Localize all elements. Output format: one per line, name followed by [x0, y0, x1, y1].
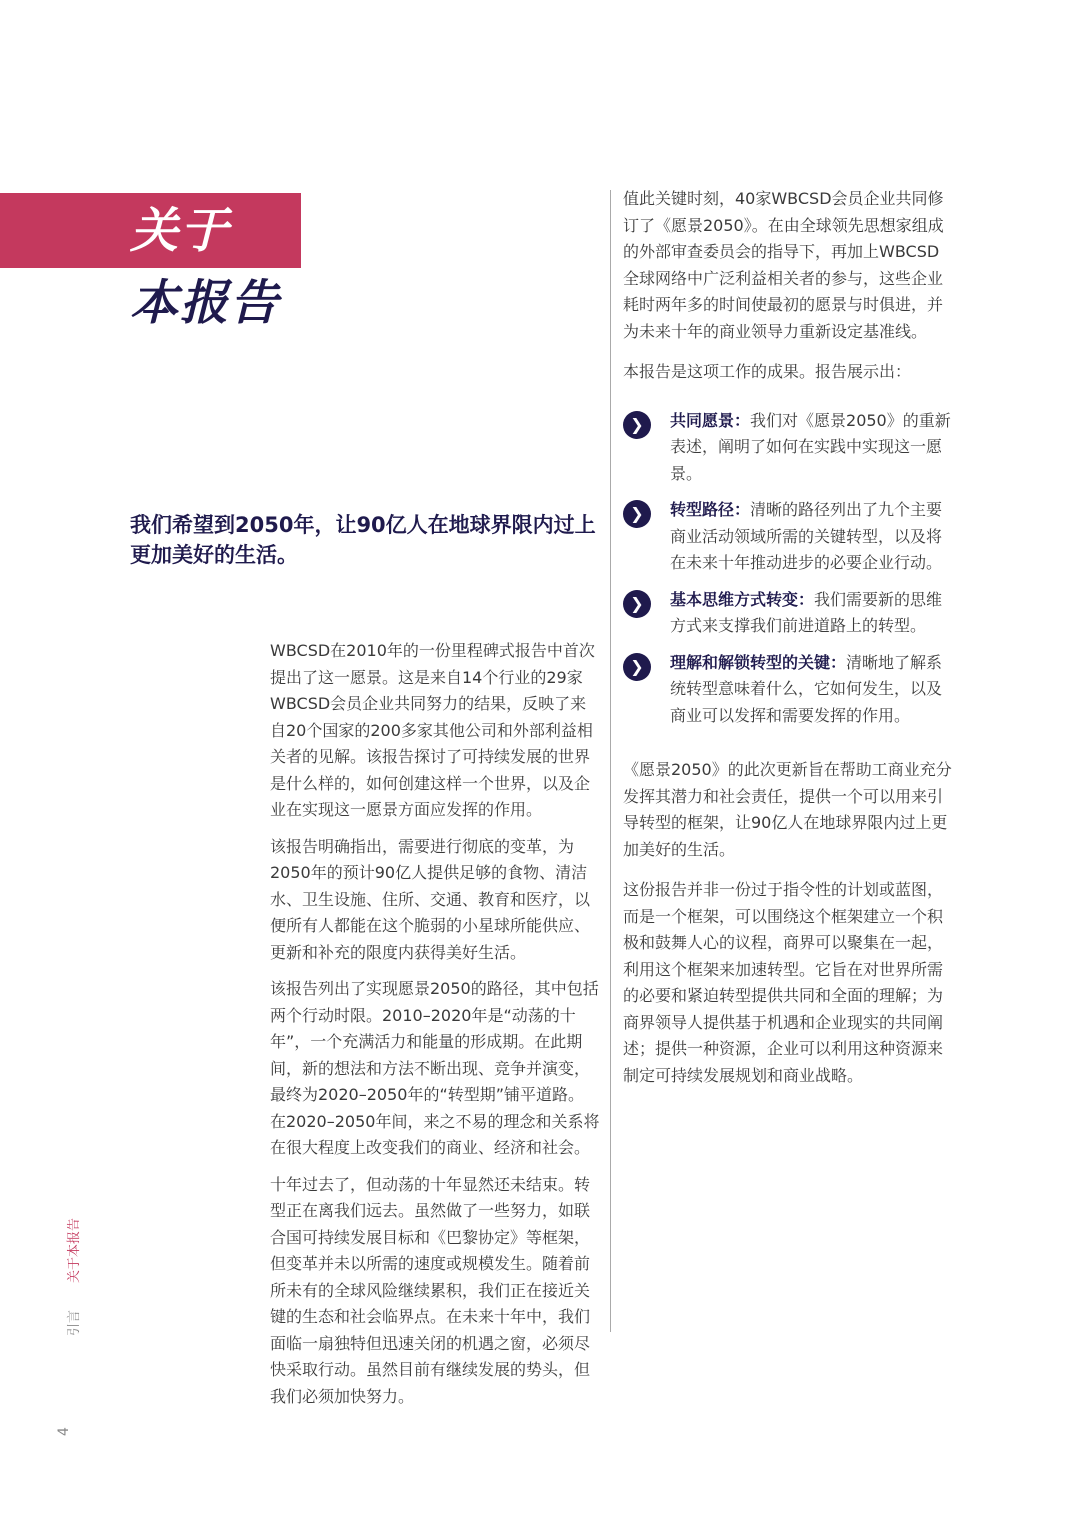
bullet-list	[623, 408, 953, 730]
list-item	[623, 587, 953, 640]
bullet-term: 转型路径：	[670, 500, 751, 519]
list-item	[623, 408, 953, 488]
bullet-term: 理解和解锁转型的关键：	[670, 652, 847, 672]
page-title-line-1: 关于	[130, 203, 231, 259]
bullet-term: 共同愿景：	[670, 410, 751, 430]
bullet-text: 我们需要新的思维方式来支撑我们前进道路上的转型。	[670, 589, 943, 635]
chevron-right-icon: ❯	[623, 500, 651, 528]
paragraph: 十年过去了，但动荡的十年显然还未结束。转型正在离我们远去。虽然做了一些努力，如联合国可持续发展目标和《巴黎协定》等框架，但变革并未以所需的速度或规模发生。随着前所未有的全球风险继续累积，我们正在接近关键的生态和社会临界点。在未来十年中，我们面临一扇独特但迅速关闭的机遇之窗，必须尽快采取行动。虽然目前有继续发展的势头，但我们必须加快努力。	[270, 1174, 591, 1406]
running-header-section: 关于本报告	[67, 1217, 82, 1283]
column-divider	[610, 190, 611, 1332]
bullet-text: 清晰的路径列出了九个主要商业活动领域所需的关键转型，以及将在未来十年推动进步的必要企业行动。	[670, 500, 943, 572]
lead-statement: 我们希望到2050年，让90亿人在地球界限内过上更加美好的生活。	[130, 513, 596, 567]
paragraph: 《愿景2050》的此次更新旨在帮助工商业充分发挥其潜力和社会责任，提供一个可以用来引导转型的框架，让90亿人在地球界限内过上更加美好的生活。	[623, 760, 952, 859]
page-title-line-2: 本报告	[130, 275, 281, 331]
bullet-term: 基本思维方式转变：	[670, 589, 815, 609]
page-number: 4	[56, 1427, 72, 1436]
list-lead-in: 本报告是这项工作的成果。报告展示出：	[623, 362, 912, 381]
bullet-text: 清晰地了解系统转型意味着什么，它如何发生，以及商业可以发挥和需要发挥的作用。	[670, 652, 943, 725]
list-item	[623, 650, 953, 730]
list-item	[623, 497, 953, 577]
chevron-right-icon: ❯	[623, 411, 651, 439]
paragraph: 该报告列出了实现愿景2050的路径，其中包括两个行动时限。2010–2020年是“动荡的十年”，一个充满活力和能量的形成期。在此期间，新的想法和方法不断出现、竞争并演变，最终为2020–2050年的“转型期”铺平道路。在2020–2050年间，来之不易的理念和关系将在很大程度上改变我们的商业、经济和社会。	[270, 979, 600, 1157]
chevron-right-icon: ❯	[623, 653, 651, 681]
running-header-chapter: 引言	[67, 1309, 82, 1336]
paragraph: 该报告明确指出，需要进行彻底的变革，为2050年的预计90亿人提供足够的食物、清洁水、卫生设施、住所、交通、教育和医疗，以便所有人都能在这个脆弱的小星球所能供应、更新和补充的限度内获得美好生活。	[270, 836, 591, 962]
paragraph: 这份报告并非一份过于指令性的计划或蓝图，而是一个框架，可以围绕这个框架建立一个积极和鼓舞人心的议程，商界可以聚集在一起，利用这个框架来加速转型。它旨在对世界所需的必要和紧迫转型提供共同和全面的理解；为商界领导人提供基于机遇和企业现实的共同阐述；提供一种资源，企业可以利用这种资源来制定可持续发展规划和商业战略。	[623, 880, 944, 1085]
intro-paragraph: 值此关键时刻，40家WBCSD会员企业共同修订了《愿景2050》。在由全球领先思想家组成的外部审查委员会的指导下，再加上WBCSD全球网络中广泛利益相关者的参与，这些企业耗时两年多的时间使最初的愿景与时俱进，并为未来十年的商业领导力重新设定基准线。	[623, 189, 944, 341]
bullet-text: 我们对《愿景2050》的重新表述，阐明了如何在实践中实现这一愿景。	[670, 410, 951, 483]
middle-column	[270, 638, 600, 1420]
right-column	[623, 186, 953, 1103]
paragraph: WBCSD在2010年的一份里程碑式报告中首次提出了这一愿景。这是来自14个行业的29家WBCSD会员企业共同努力的结果，反映了来自20个国家的200多家其他公司和外部利益相关者的见解。该报告探讨了可持续发展的世界是什么样的，如何创建这样一个世界，以及企业在实现这一愿景方面应发挥的作用。	[270, 641, 595, 819]
chevron-right-icon: ❯	[623, 590, 651, 618]
